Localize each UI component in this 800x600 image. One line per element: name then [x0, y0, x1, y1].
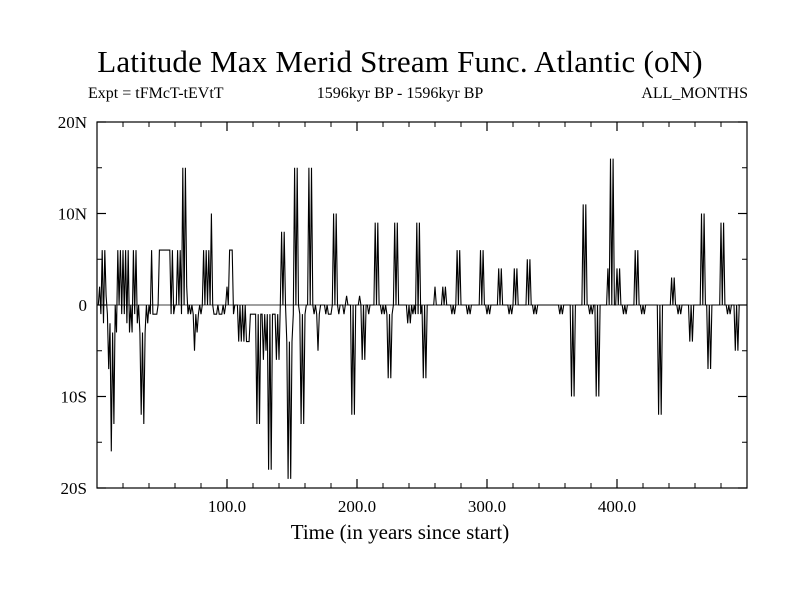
months-label: ALL_MONTHS	[641, 85, 748, 102]
x-tick-label: 200.0	[337, 497, 377, 516]
y-tick-label: 0	[78, 296, 87, 315]
data-series-line	[98, 159, 740, 479]
y-tick-label: 20N	[57, 113, 87, 132]
period-label: 1596kyr BP - 1596kyr BP	[316, 85, 484, 102]
y-tick-label: 10S	[60, 387, 87, 407]
x-axis-title: Time (in years since start)	[290, 520, 510, 544]
y-tick-label: 20S	[60, 479, 87, 498]
x-tick-label: 300.0	[467, 497, 507, 516]
y-axis-labels	[58, 113, 87, 498]
experiment-label: Expt = tFMcT-tEVtT	[88, 85, 224, 102]
page-title: Latitude Max Merid Stream Func. Atlantic (oN)	[97, 44, 703, 79]
y-tick-label: 10N	[57, 204, 87, 224]
x-axis-labels	[208, 497, 636, 516]
x-tick-label: 100.0	[207, 497, 247, 516]
x-tick-label: 400.0	[597, 497, 637, 516]
